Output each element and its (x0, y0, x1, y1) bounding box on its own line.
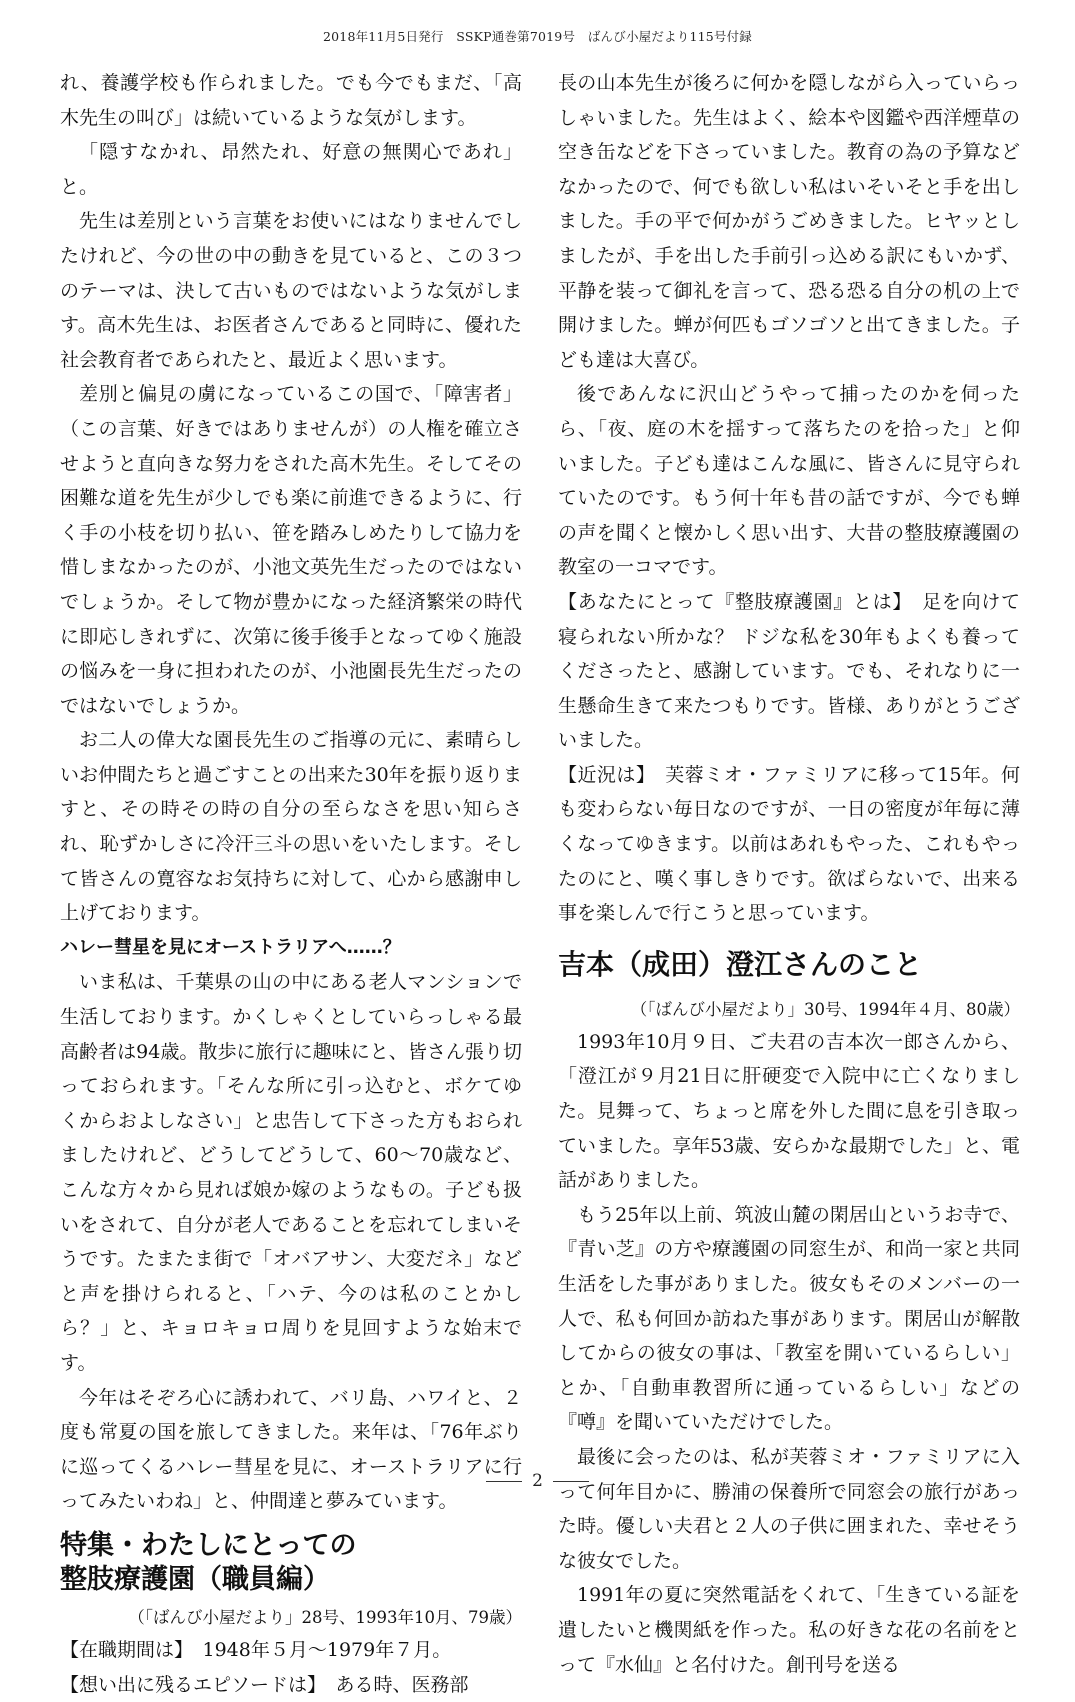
paragraph: 「隠すなかれ、昂然たれ、好意の無関心であれ」と。 (60, 141, 522, 198)
paragraph: 今年はそぞろ心に誘われて、バリ島、ハワイと、２度も常夏の国を旅してきました。来年は、「76年ぶりに巡ってくるハレー彗星を見に、オーストラリアに行ってみたいわね」と、仲間達と夢みています。 (60, 1386, 522, 1513)
left-column (60, 66, 522, 1702)
page-footer (0, 1471, 1075, 1491)
right-column (558, 66, 1020, 1682)
feature-heading-line1: 特集・わたしにとっての (60, 1529, 357, 1561)
paragraph: もう25年以上前、筑波山麓の閑居山というお寺で、『青い芝』の方や療護園の同窓生が、和尚一家と共同生活をした事がありました。彼女もそのメンバーの一人で、私も何回か訪ねた事があります。閑居山が解散してからの彼女の事は、「教室を開いているらしい」とか、「自動車教習所に通っているらしい」などの『噂』を聞いていただけでした。 (558, 1203, 1020, 1434)
paragraph: お二人の偉大な園長先生のご指導の元に、素晴らしいお仲間たちと過ごすことの出来た30年を振り返りますと、その時その時の自分の至らなさを思い知らされ、恥ずかしさに冷汗三斗の思いをいたします。そして皆さんの寛容なお気持ちに対して、心から感謝申し上げております。 (60, 729, 522, 925)
paragraph: 【近況は】 芙蓉ミオ・ファミリアに移って15年。何も変わらない毎日なのですが、一日の密度が年毎に薄くなってゆきます。以前はあれもやった、これもやったのにと、嘆く事しきりです。欲ばらないで、出来る事を楽しんで行こうと思っています。 (558, 763, 1020, 925)
paragraph: 後であんなに沢山どうやって捕ったのかを伺ったら、「夜、庭の木を揺すって落ちたのを拾った」と仰いました。子ども達はこんな風に、皆さんに見守られていたのです。もう何十年も昔の話ですが、今でも蝉の声を聞くと懐かしく思い出す、大昔の整肢療護園の教室の一コマです。 (558, 383, 1020, 579)
feature-heading (60, 1529, 522, 1597)
paragraph: 【想い出に残るエピソードは】 ある時、医務部 (60, 1673, 469, 1696)
issue-header: 2018年11月5日発行 SSKP通巻第7019号 ばんび小屋だより115号付録 (323, 29, 752, 44)
article-heading: 吉本（成田）澄江さんのこと (558, 947, 923, 981)
paragraph: 最後に会ったのは、私が芙蓉ミオ・ファミリアに入って何年目かに、勝浦の保養所で同窓会の旅行があった時。優しい夫君と２人の子供に囲まれた、幸せそうな彼女でした。 (558, 1445, 1020, 1572)
paragraph: 【あなたにとって『整肢療護園』とは】 足を向けて寝られない所かな？ ドジな私を30年もよくも養ってくださったと、感謝しています。でも、それなりに一生懸命生きて来たつもりです。皆様、ありがとうございました。 (558, 590, 1020, 752)
source-citation: （「ばんび小屋だより」28号、1993年10月、79歳） (128, 1607, 522, 1627)
paragraph: 長の山本先生が後ろに何かを隠しながら入っていらっしゃいました。先生はよく、絵本や図鑑や西洋煙草の空き缶などを下さっていました。教育の為の予算などなかったので、何でも欲しい私はいそいそと手を出しました。手の平で何かがうごめきました。ヒヤッとしましたが、手を出した手前引っ込める訳にもいかず、平静を装って御礼を言って、恐る恐る自分の机の上で開けました。蝉が何匹もゴソゴソと出てきました。子ども達は大喜び。 (558, 72, 1020, 371)
feature-heading-line2: 整肢療護園（職員編） (60, 1563, 330, 1595)
paragraph: いま私は、千葉県の山の中にある老人マンションで生活しております。かくしゃくとしていらっしゃる最高齢者は94歳。散歩に旅行に趣味にと、皆さん張り切っておられます。「そんな所に引っ込むと、ボケてゆくからおよしなさい」と忠告して下さった方もおられましたけれど、どうしてどうして、60〜70歳など、こんな方々から見れば娘か嫁のようなもの。子ども扱いをされて、自分が老人であることを忘れてしまいそうです。たまたま街で「オバアサン、大変だネ」などと声を掛けられると、「ハテ、今のは私のことかしら？」と、キョロキョロ周りを見回すような始末です。 (60, 971, 522, 1374)
page-number: 2 (532, 1471, 543, 1491)
source-citation: （「ばんび小屋だより」30号、1994年４月、80歳） (630, 999, 1020, 1019)
section-subheading: ハレー彗星を見にオーストラリアへ……？ (60, 936, 401, 958)
paragraph: 【在職期間は】 1948年５月〜1979年７月。 (60, 1638, 452, 1661)
paragraph: 先生は差別という言葉をお使いにはなりませんでしたけれど、今の世の中の動きを見ていると、この３つのテーマは、決して古いものではないような気がします。高木先生は、お医者さんであると同時に、優れた社会教育者であられたと、最近よく思います。 (60, 210, 522, 371)
paragraph: 差別と偏見の虜になっているこの国で、「障害者」（この言葉、好きではありませんが）の人権を確立させようと直向きな努力をされた高木先生。そしてその困難な道を先生が少しでも楽に前進できるように、行く手の小枝を切り払い、笹を踏みしめたりして協力を惜しまなかったのが、小池文英先生だったのではないでしょうか。そして物が豊かになった経済繁栄の時代に即応しきれずに、次第に後手後手となってゆく施設の悩みを一身に担われたのが、小池園長先生だったのではないでしょうか。 (60, 383, 522, 717)
footer-rule-right (553, 1481, 589, 1482)
footer-rule-left (486, 1481, 522, 1482)
paragraph: 1991年の夏に突然電話をくれて、「生きている証を遺したいと機関紙を作った。私の好きな花の名前をとって『水仙』と名付けた。創刊号を送る (558, 1584, 1020, 1676)
paragraph: 1993年10月９日、ご夫君の吉本次一郎さんから、「澄江が９月21日に肝硬変で入院中に亡くなりました。見舞って、ちょっと席を外した間に息を引き取っていました。享年53歳、安らかな最期でした」と、電話がありました。 (558, 1030, 1020, 1192)
paragraph: れ、養護学校も作られました。でも今でもまだ、「高木先生の叫び」は続いているような気がします。 (60, 72, 522, 129)
